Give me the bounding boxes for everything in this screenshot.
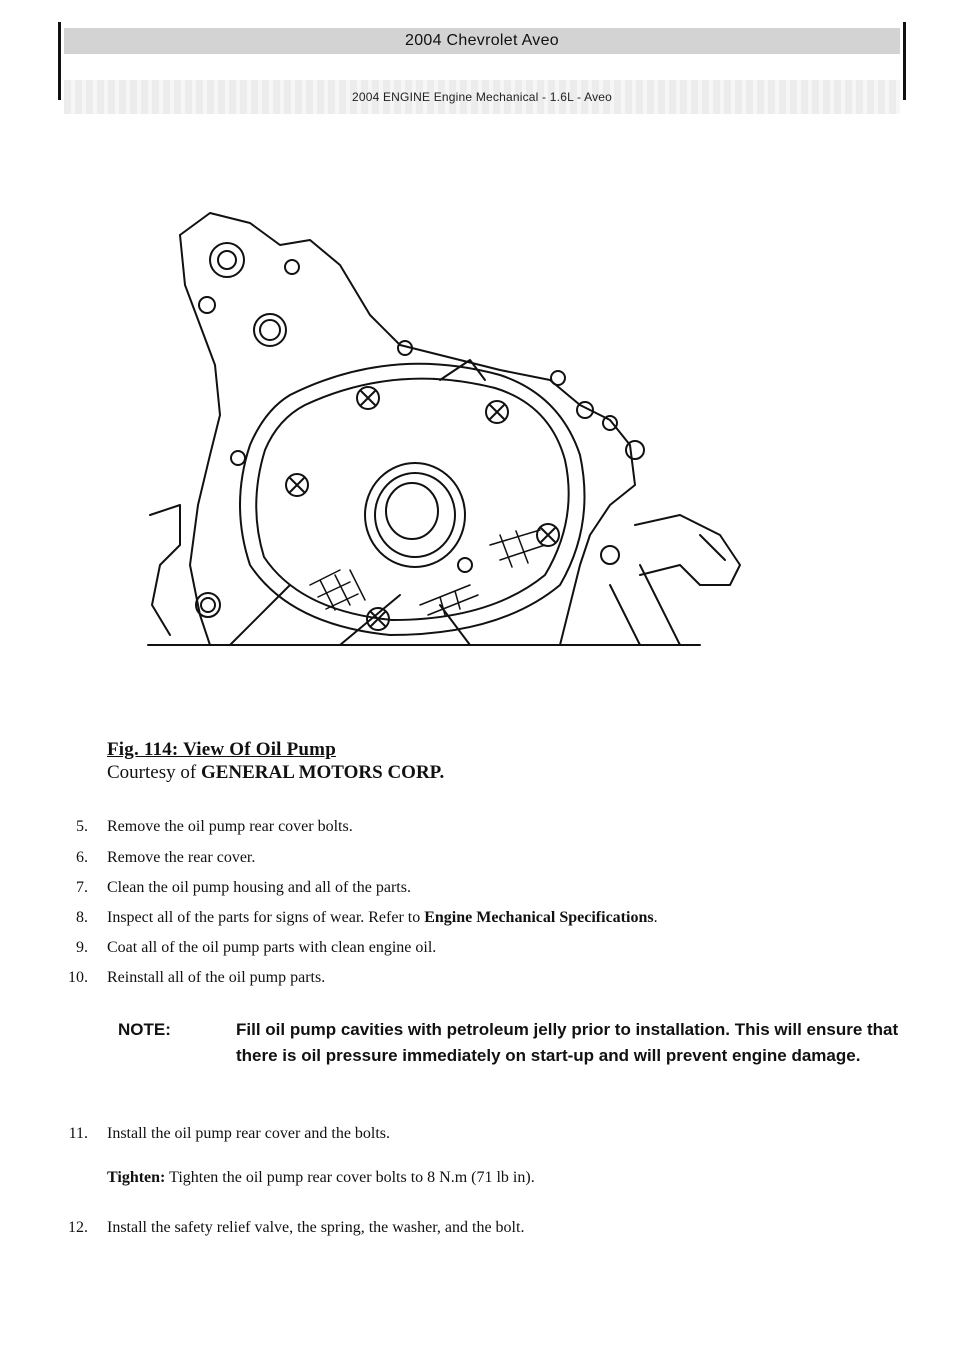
step-number: 5.	[76, 818, 88, 835]
oil-pump-illustration	[140, 205, 760, 660]
step-text-end: .	[653, 909, 658, 926]
note-label: NOTE:	[118, 1020, 171, 1039]
step-number: 8.	[76, 909, 88, 926]
figure-caption	[107, 738, 444, 784]
figure-courtesy	[107, 761, 444, 784]
tighten-text: Tighten the oil pump rear cover bolts to 8 N.m (71 lb in).	[165, 1169, 535, 1186]
document-subtitle: 2004 ENGINE Engine Mechanical - 1.6L - Aveo	[351, 90, 613, 104]
step-text: Reinstall all of the oil pump parts.	[107, 969, 326, 986]
step-text: Remove the rear cover.	[107, 849, 256, 866]
step-number: 6.	[76, 849, 88, 866]
step-text: Install the oil pump rear cover and the bolts.	[107, 1125, 391, 1142]
figure-caption-title[interactable]: Fig. 114: View Of Oil Pump	[107, 739, 336, 760]
step-text-wrap	[107, 908, 658, 928]
step-text: Clean the oil pump housing and all of the parts.	[107, 879, 411, 896]
document-title: 2004 Chevrolet Aveo	[405, 32, 559, 49]
header-left-rule	[58, 22, 61, 100]
courtesy-prefix: Courtesy of	[107, 762, 201, 783]
step-text: Remove the oil pump rear cover bolts.	[107, 818, 353, 835]
step-number: 12.	[68, 1219, 88, 1236]
tighten-instruction	[107, 1168, 535, 1188]
header-subtitle-bar	[64, 80, 900, 114]
header-title-bar	[64, 28, 900, 54]
step-number: 11.	[68, 1125, 88, 1142]
step-text: Install the safety relief valve, the spring, the washer, and the bolt.	[107, 1219, 525, 1236]
courtesy-source: GENERAL MOTORS CORP.	[200, 762, 445, 783]
step-text: Coat all of the oil pump parts with clean engine oil.	[107, 939, 437, 956]
page-header	[58, 22, 906, 104]
specifications-link[interactable]: Engine Mechanical Specifications	[424, 909, 654, 926]
note-text: Fill oil pump cavities with petroleum jelly prior to installation. This will ensure that there is oil pressure immediately on start-up and will prevent engine damage.	[236, 1020, 899, 1065]
step-number: 10.	[68, 969, 88, 986]
tighten-label: Tighten:	[107, 1169, 166, 1186]
step-number: 9.	[76, 939, 88, 956]
step-number: 7.	[76, 879, 88, 896]
step-text: Inspect all of the parts for signs of wear. Refer to	[107, 909, 425, 926]
header-right-rule	[903, 22, 906, 100]
